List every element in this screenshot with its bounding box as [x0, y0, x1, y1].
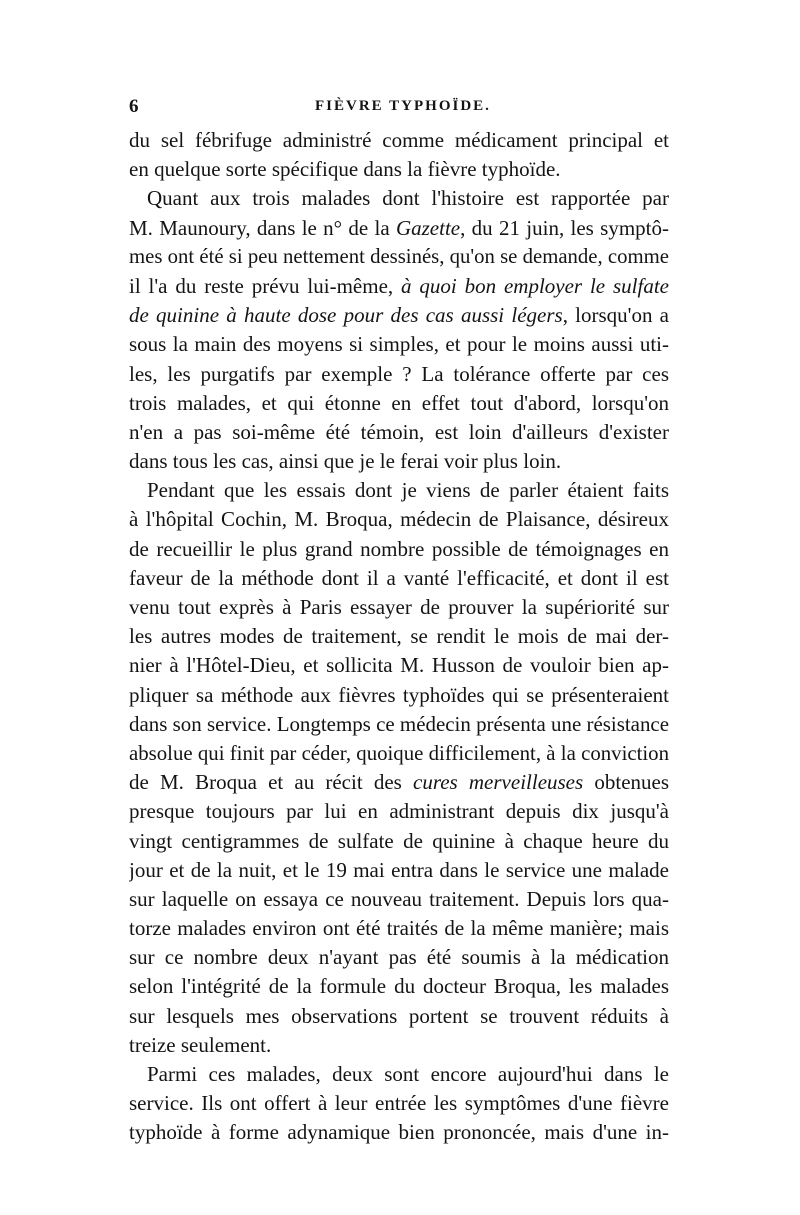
text-segment: il l'a du reste prévu lui-même,: [129, 273, 402, 298]
body-text: [129, 126, 669, 1148]
text-line: [129, 943, 669, 972]
text-line: [129, 856, 669, 885]
text-line: [129, 505, 669, 534]
text-line: [129, 1089, 669, 1118]
text-segment: dans tous les cas, ainsi que je le ferai voir plus loin.: [129, 449, 562, 474]
text-line: [129, 739, 669, 768]
italic-text: Gazette: [395, 215, 461, 240]
text-line: [129, 564, 669, 593]
text-line: [129, 622, 669, 651]
text-segment: nier à l'Hôtel-Dieu, et sollicita M. Husson de vouloir bien ap-: [129, 653, 669, 678]
text-segment: mes ont été si peu nettement dessinés, qu'on se demande, comme: [129, 245, 669, 268]
text-line: [129, 1031, 669, 1060]
text-segment: Quant aux trois malades dont l'histoire est rapportée par: [147, 186, 669, 211]
text-segment: Parmi ces malades, deux sont encore aujourd'hui dans le: [147, 1062, 669, 1086]
text-segment: service. Ils ont offert à leur entrée les symptômes d'une fièvre: [129, 1091, 669, 1116]
text-line: [129, 535, 669, 564]
text-segment: en quelque sorte spécifique dans la fièvre typhoïde.: [129, 157, 561, 182]
text-segment: du sel fébrifuge administré comme médicament principal et: [129, 128, 669, 152]
text-line: [129, 330, 669, 359]
text-segment: presque toujours par lui en administrant depuis dix jusqu'à: [129, 799, 669, 824]
text-line: [129, 272, 669, 301]
text-segment: Pendant que les essais dont je viens de parler étaient faits: [147, 478, 669, 503]
text-line: [129, 243, 669, 272]
text-segment: treize seulement.: [129, 1032, 272, 1057]
text-segment: obtenues: [583, 770, 669, 795]
text-line: [129, 184, 669, 213]
text-line: [129, 885, 669, 914]
text-segment: selon l'intégrité de la formule du docteur Broqua, les malades: [129, 974, 669, 999]
text-line: [129, 126, 669, 155]
text-line: [129, 710, 669, 739]
text-line: [129, 972, 669, 1001]
text-line: [129, 914, 669, 943]
text-line: [129, 1002, 669, 1031]
text-segment: pliquer sa méthode aux fièvres typhoïdes qui se présenteraient: [129, 682, 669, 707]
text-segment: typhoïde à forme adynamique bien prononcée, mais d'une in-: [129, 1120, 669, 1145]
text-segment: dans son service. Longtemps ce médecin présenta une résistance: [129, 711, 669, 736]
text-segment: à l'hôpital Cochin, M. Broqua, médecin de Plaisance, désireux: [129, 507, 669, 532]
text-segment: torze malades environ ont été traités de la même manière; mais: [129, 916, 669, 941]
text-segment: , du 21 juin, les symptô-: [460, 215, 669, 240]
text-line: [129, 681, 669, 710]
text-line: [129, 155, 669, 184]
text-segment: les autres modes de traitement, se rendit le mois de mai der-: [129, 624, 669, 649]
text-line: [129, 360, 669, 389]
text-line: [129, 447, 669, 476]
text-segment: de M. Broqua et au récit des: [129, 770, 414, 795]
text-segment: faveur de la méthode dont il a vanté l'efficacité, et dont il est: [129, 565, 669, 590]
text-segment: les, les purgatifs par exemple ? La tolérance offerte par ces: [129, 361, 669, 386]
text-segment: , lorsqu'on a: [562, 303, 669, 328]
text-segment: sur lesquels mes observations portent se trouvent réduits à: [129, 1003, 669, 1028]
text-line: [129, 1118, 669, 1147]
text-line: [129, 797, 669, 826]
text-line: [129, 476, 669, 505]
text-segment: venu tout exprès à Paris essayer de prouver la supériorité sur: [129, 595, 669, 619]
text-segment: sur ce nombre deux n'ayant pas été soumis à la médication: [129, 945, 669, 970]
text-line: [129, 1060, 669, 1089]
text-line: [129, 593, 669, 622]
text-segment: M. Maunoury, dans le n° de la: [129, 215, 396, 240]
text-line: [129, 827, 669, 856]
running-title: FIÈVRE TYPHOÏDE.: [315, 98, 491, 114]
text-line: [129, 301, 669, 330]
text-line: [129, 418, 669, 447]
page-number: 6: [129, 96, 139, 117]
text-line: [129, 389, 669, 418]
text-line: [129, 768, 669, 797]
text-line: [129, 214, 669, 243]
text-segment: n'en a pas soi-même été témoin, est loin d'ailleurs d'exister: [129, 419, 669, 444]
text-segment: sur laquelle on essaya ce nouveau traitement. Depuis lors qua-: [129, 886, 669, 911]
text-segment: de recueillir le plus grand nombre possible de témoignages en: [129, 536, 669, 561]
italic-text: de quinine à haute dose pour des cas aussi légers: [129, 303, 563, 328]
italic-text: à quoi bon employer le sulfate: [401, 273, 669, 298]
italic-text: cures merveilleuses: [413, 770, 584, 795]
text-segment: absolue qui finit par céder, quoique difficilement, à la conviction: [129, 740, 669, 765]
text-segment: vingt centigrammes de sulfate de quinine à chaque heure du: [129, 828, 669, 853]
text-line: [129, 651, 669, 680]
text-segment: trois malades, et qui étonne en effet tout d'abord, lorsqu'on: [129, 390, 669, 415]
running-head: [129, 96, 669, 120]
text-segment: jour et de la nuit, et le 19 mai entra dans le service une malade: [129, 857, 669, 882]
text-segment: sous la main des moyens si simples, et pour le moins aussi uti-: [129, 332, 669, 357]
